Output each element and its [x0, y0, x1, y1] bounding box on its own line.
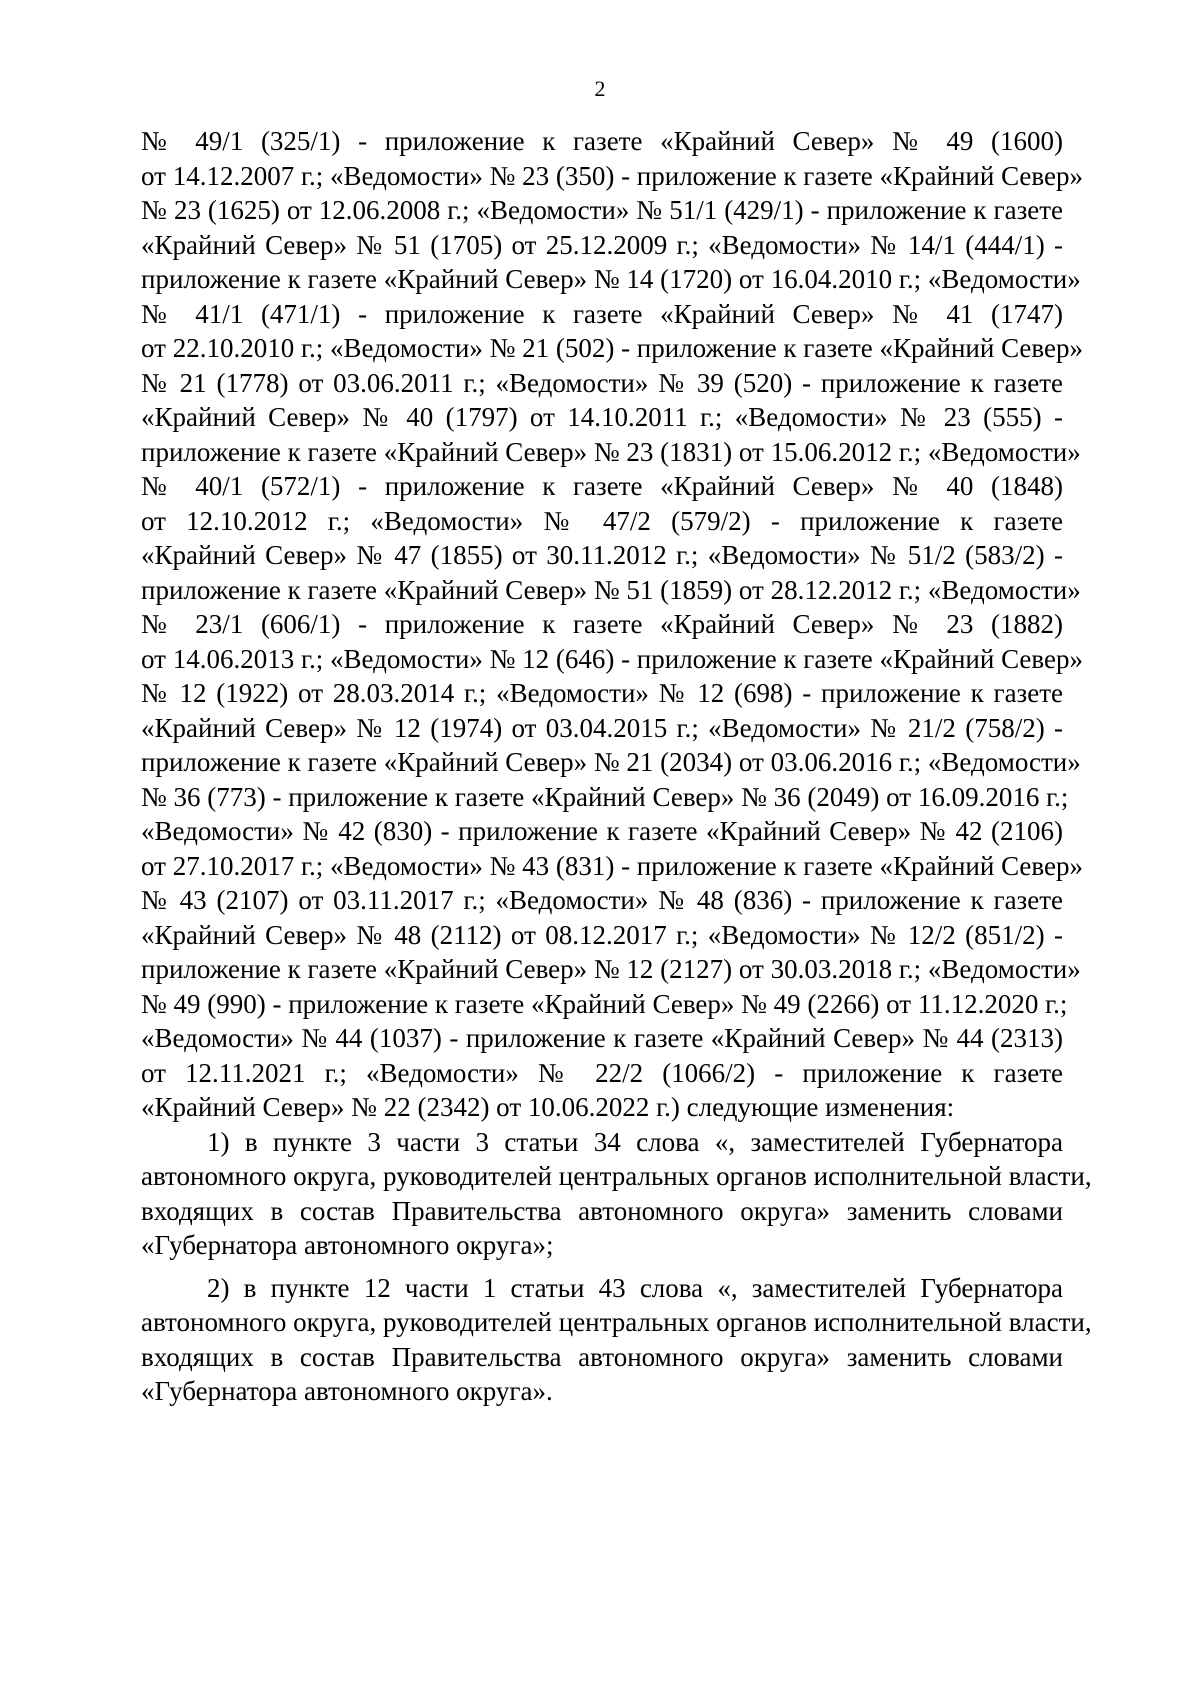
text-line: от 12.11.2021 г.; «Ведомости» № 22/2 (1066/2) - приложение к газете [141, 1057, 1063, 1088]
text-line: входящих в состав Правительства автономного округа» заменить словами [141, 1195, 1063, 1226]
text-line: № 49 (990) - приложение к газете «Крайний Север» № 49 (2266) от 11.12.2020 г.; [141, 988, 1068, 1019]
text-line: входящих в состав Правительства автономного округа» заменить словами [141, 1341, 1063, 1372]
text-line: «Ведомости» № 42 (830) - приложение к газете «Крайний Север» № 42 (2106) [141, 816, 1063, 846]
amendment-item-2 [141, 1263, 1092, 1409]
text-line: № 12 (1922) от 28.03.2014 г.; «Ведомости» № 12 (698) - приложение к газете [141, 678, 1063, 708]
text-line: от 22.10.2010 г.; «Ведомости» № 21 (502) - приложение к газете «Крайний Север» [141, 333, 1083, 363]
text-line: приложение к газете «Крайний Север» № 21 (2034) от 03.06.2016 г.; «Ведомости» [141, 747, 1081, 777]
text-line: № 23/1 (606/1) - приложение к газете «Крайний Север» № 23 (1882) [141, 609, 1063, 639]
text-line: 1) в пункте 3 части 3 статьи 34 слова «, заместителей Губернатора [207, 1126, 1063, 1157]
text-line: «Крайний Север» № 47 (1855) от 30.11.2012 г.; «Ведомости» № 51/2 (583/2) - [141, 540, 1063, 570]
amendment-item-1 [141, 1125, 1092, 1263]
text-line: «Крайний Север» № 22 (2342) от 10.06.2022 г.) следующие изменения: [141, 1092, 955, 1122]
text-line: приложение к газете «Крайний Север» № 12 (2127) от 30.03.2018 г.; «Ведомости» [141, 954, 1081, 984]
text-line: «Крайний Север» № 51 (1705) от 25.12.2009 г.; «Ведомости» № 14/1 (444/1) - [141, 229, 1063, 260]
text-line: от 14.06.2013 г.; «Ведомости» № 12 (646) - приложение к газете «Крайний Север» [141, 643, 1083, 674]
text-line: «Ведомости» № 44 (1037) - приложение к газете «Крайний Север» № 44 (2313) [141, 1023, 1063, 1053]
text-line: № 36 (773) - приложение к газете «Крайний Север» № 36 (2049) от 16.09.2016 г.; [141, 781, 1069, 812]
intro-paragraph [141, 124, 1083, 1125]
text-line: № 43 (2107) от 03.11.2017 г.; «Ведомости» № 48 (836) - приложение к газете [141, 885, 1063, 915]
text-line: «Крайний Север» № 12 (1974) от 03.04.2015 г.; «Ведомости» № 21/2 (758/2) - [141, 712, 1063, 743]
text-line: «Крайний Север» № 40 (1797) от 14.10.2011 г.; «Ведомости» № 23 (555) - [141, 402, 1063, 432]
text-line: «Крайний Север» № 48 (2112) от 08.12.2017 г.; «Ведомости» № 12/2 (851/2) - [141, 919, 1063, 950]
text-line: приложение к газете «Крайний Север» № 23 (1831) от 15.06.2012 г.; «Ведомости» [141, 436, 1081, 467]
text-line: приложение к газете «Крайний Север» № 14 (1720) от 16.04.2010 г.; «Ведомости» [141, 264, 1081, 294]
text-line: № 49/1 (325/1) - приложение к газете «Крайний Север» № 49 (1600) [141, 126, 1063, 156]
text-line: автономного округа, руководителей центральных органов исполнительной власти, [141, 1161, 1092, 1191]
text-line: «Губернатора автономного округа»; [141, 1230, 554, 1260]
text-line: № 41/1 (471/1) - приложение к газете «Крайний Север» № 41 (1747) [141, 298, 1063, 329]
text-line: от 12.10.2012 г.; «Ведомости» № 47/2 (579/2) - приложение к газете [141, 505, 1063, 536]
document-body [141, 124, 1092, 1409]
text-line: № 40/1 (572/1) - приложение к газете «Крайний Север» № 40 (1848) [141, 471, 1063, 501]
text-line: № 23 (1625) от 12.06.2008 г.; «Ведомости» № 51/1 (429/1) - приложение к газете [141, 195, 1063, 225]
text-line: от 14.12.2007 г.; «Ведомости» № 23 (350) - приложение к газете «Крайний Север» [141, 160, 1083, 191]
text-line: автономного округа, руководителей центральных органов исполнительной власти, [141, 1307, 1092, 1337]
text-line: 2) в пункте 12 части 1 статьи 43 слова «, заместителей Губернатора [207, 1272, 1063, 1303]
text-line: от 27.10.2017 г.; «Ведомости» № 43 (831) - приложение к газете «Крайний Север» [141, 850, 1083, 881]
text-line: № 21 (1778) от 03.06.2011 г.; «Ведомости» № 39 (520) - приложение к газете [141, 367, 1063, 398]
text-line: «Губернатора автономного округа». [141, 1376, 553, 1406]
text-line: приложение к газете «Крайний Север» № 51 (1859) от 28.12.2012 г.; «Ведомости» [141, 574, 1081, 605]
page-number: 2 [594, 76, 606, 101]
